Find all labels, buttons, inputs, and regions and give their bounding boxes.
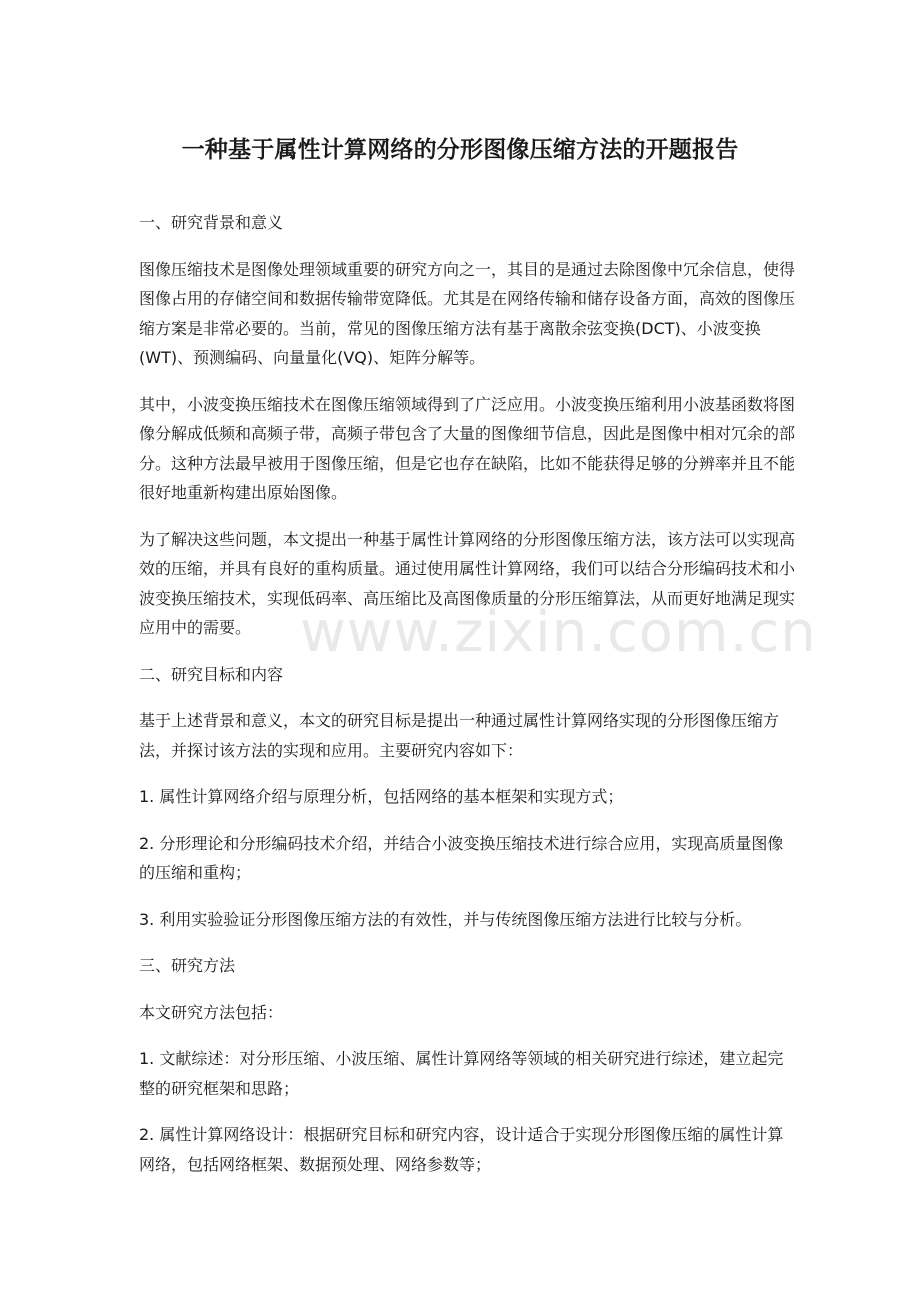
section-heading-background: 一、研究背景和意义 [139, 213, 284, 232]
list-item: 1. 文献综述：对分形压缩、小波压缩、属性计算网络等领域的相关研究进行综述，建立起完整的研究框架和思路； [139, 1049, 784, 1098]
paragraph: 为了解决这些问题，本文提出一种基于属性计算网络的分形图像压缩方法，该方法可以实现高效的压缩，并具有良好的重构质量。通过使用属性计算网络，我们可以结合分形编码技术和小波变换压缩技术，实现低码率、高压缩比及高图像质量的分形压缩算法，从而更好地满足现实应用中的需要。 [139, 529, 796, 637]
paragraph: 本文研究方法包括： [139, 1002, 284, 1022]
list-item: 2. 属性计算网络设计：根据研究目标和研究内容，设计适合于实现分形图像压缩的属性计算网络，包括网络框架、数据预处理、网络参数等； [139, 1125, 784, 1174]
paragraph: 基于上述背景和意义，本文的研究目标是提出一种通过属性计算网络实现的分形图像压缩方法，并探讨该方法的实现和应用。主要研究内容如下： [139, 711, 780, 760]
section-heading-methods: 三、研究方法 [139, 956, 236, 975]
paragraph: 图像压缩技术是图像处理领域重要的研究方向之一，其目的是通过去除图像中冗余信息，使得图像占用的存储空间和数据传输带宽降低。尤其是在网络传输和储存设备方面，高效的图像压缩方案是非常必要的。当前，常见的图像压缩方法有基于离散余弦变换(DCT)、小波变换(WT)、预测编码、向量量化(VQ)、矩阵分解等。 [139, 259, 796, 367]
paragraph: 其中，小波变换压缩技术在图像压缩领域得到了广泛应用。小波变换压缩利用小波基函数将图像分解成低频和高频子带，高频子带包含了大量的图像细节信息，因此是图像中相对冗余的部分。这种方法最早被用于图像压缩，但是它也存在缺陷，比如不能获得足够的分辨率并且不能很好地重新构建出原始图像。 [139, 394, 796, 502]
document-body [139, 208, 799, 1196]
list-item: 1. 属性计算网络介绍与原理分析，包括网络的基本框架和实现方式； [139, 787, 624, 806]
list-item: 3. 利用实验验证分形图像压缩方法的有效性，并与传统图像压缩方法进行比较与分析。 [139, 909, 752, 929]
list-item: 2. 分形理论和分形编码技术介绍，并结合小波变换压缩技术进行综合应用，实现高质量图像的压缩和重构； [139, 833, 784, 882]
watermark-text: www.zixin.com.cn [300, 600, 817, 665]
document-title: 一种基于属性计算网络的分形图像压缩方法的开题报告 [181, 137, 739, 163]
section-heading-goals: 二、研究目标和内容 [139, 664, 284, 684]
